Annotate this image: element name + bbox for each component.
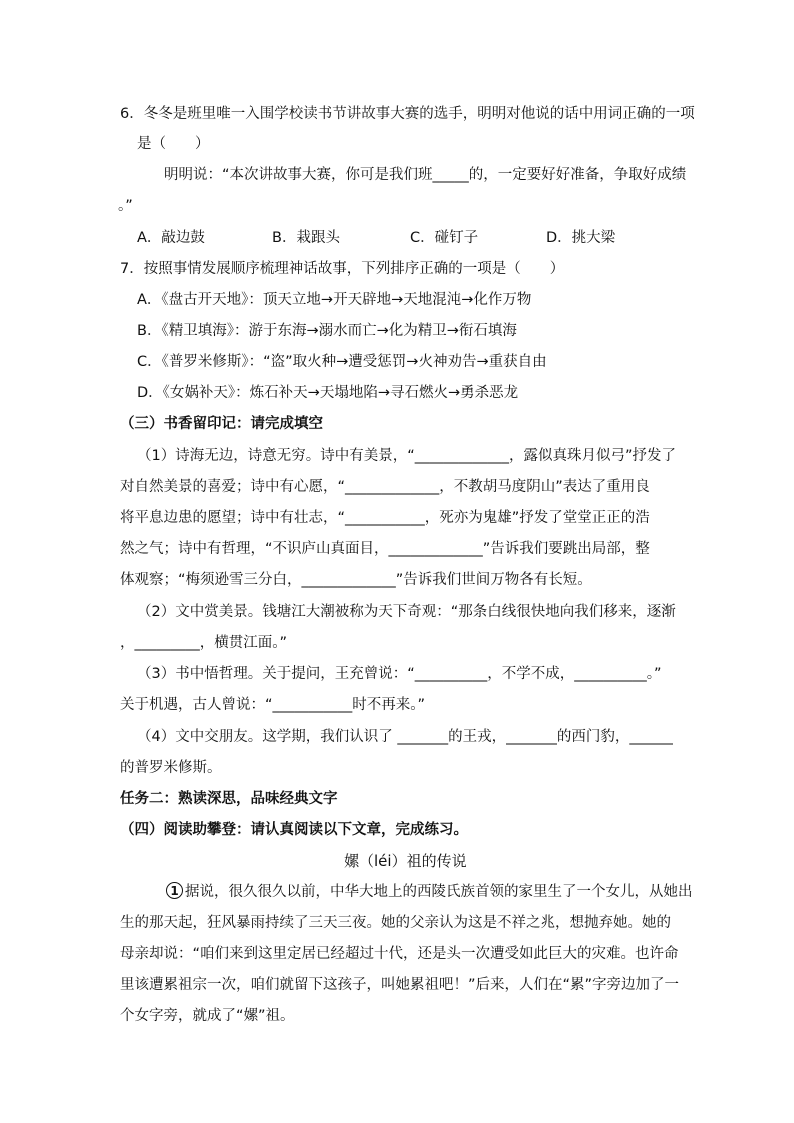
fill-in-line: （1）诗海无边，诗意无穷。诗中有美景，“_____________，露似真珠月似弓”抒发了 [137,448,676,464]
fill-in-line: 将平息边患的愿望；诗中有壮志，“___________，死亦为鬼雄”抒发了堂堂正正的浩 [120,510,650,526]
q7-option-c: C．《普罗米修斯》：“盗”取火种→遭受惩罚→火神劝告→重获自由 [137,354,547,370]
q7-stem: 7．按照事情发展顺序梳理神话故事，下列排序正确的一项是（ ） [120,261,565,277]
passage-line: 母亲却说：“咱们来到这里定居已经超过十代，还是头一次遭受如此巨大的灾难。也许命 [120,946,679,962]
q6-option-b: B．栽跟头 [272,230,340,246]
paragraph-number: 1 [166,882,183,899]
fill-in-line: ，_________，横贯江面。” [120,635,288,651]
q6-option-a: A．敲边鼓 [137,230,205,246]
q6-stem-line-1: 6．冬冬是班里唯一入围学校读书节讲故事大赛的选手，明明对他说的话中用词正确的一项 [120,106,695,122]
fill-in-line: 对自然美景的喜爱；诗中有心愿，“_____________，不教胡马度阴山”表达了重用良 [120,479,650,495]
passage-text: 据说，很久很久以前，中华大地上的西陵氏族首领的家里生了一个女儿，从她出 [185,884,693,900]
fill-in-line: 然之气；诗中有哲理，“不识庐山真面目，_____________”告诉我们要跳出局部，整 [120,541,650,557]
fill-in-line: （3）书中悟哲理。关于提问，王充曾说：“__________，不学不成，__________。” [137,666,662,682]
passage-line: 里该遭累祖宗一次，咱们就留下这孩子，叫她累祖吧！”后来，人们在“累”字旁边加了一 [120,977,680,993]
fill-in-line: 体观察；“梅须逊雪三分白，_____________”告诉我们世间万物各有长短。 [120,572,592,588]
fill-in-line: （2）文中赏美景。钱塘江大潮被称为天下奇观：“那条白线很快地向我们移来，逐渐 [137,604,676,620]
fill-in-line: 关于机遇，古人曾说：“___________时不再来。” [120,697,426,713]
q6-option-c: C．碰钉子 [410,230,479,246]
q7-option-d: D．《女娲补天》：炼石补天→天塌地陷→寻石燃火→勇杀恶龙 [137,385,519,401]
passage-title: 嫘（léi）祖的传说 [344,852,467,870]
passage-line [166,882,693,902]
passage-line: 生的那天起，狂风暴雨持续了三天三夜。她的父亲认为这是不祥之兆，想抛弃她。她的 [120,915,671,931]
q6-option-d: D．挑大梁 [546,230,616,246]
q6-stem-line-2: 是（ ） [137,136,210,152]
q6-quote-line-1: 明明说：“本次讲故事大赛，你可是我们班_____的，一定要好好准备，争取好成绩 [164,167,687,183]
section4-heading: （四）阅读助攀登：请认真阅读以下文章，完成练习。 [120,822,468,838]
q7-option-a: A．《盘古开天地》：顶天立地→开天辟地→天地混沌→化作万物 [137,292,532,308]
task2-heading: 任务二：熟读深思，品味经典文字 [120,791,338,807]
fill-in-line: 的普罗米修斯。 [120,760,222,776]
q7-option-b: B．《精卫填海》：游于东海→溺水而亡→化为精卫→衔石填海 [137,323,517,339]
section3-heading: （三）书香留印记：请完成填空 [120,416,323,432]
fill-in-line: （4）文中交朋友。这学期，我们认识了 _______的王戎，_______的西门豹，______ [137,729,673,745]
q6-quote-line-2: 。” [118,198,133,214]
passage-line: 个女字旁，就成了“嫘”祖。 [120,1008,295,1024]
